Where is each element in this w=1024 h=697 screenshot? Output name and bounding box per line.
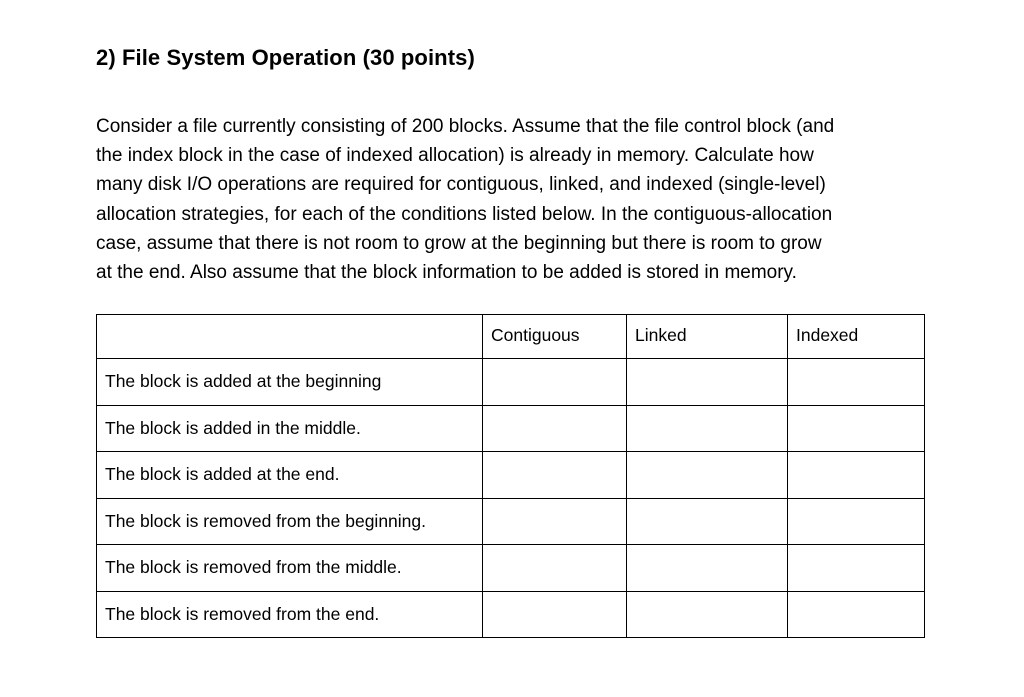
- question-text-line: allocation strategies, for each of the conditions listed below. In the contiguous-allocation: [96, 203, 833, 225]
- table-row: [97, 545, 925, 592]
- allocation-table: [96, 314, 925, 638]
- question-text-line: case, assume that there is not room to grow at the beginning but there is room to grow: [96, 232, 822, 254]
- answer-cell-linked[interactable]: [627, 359, 788, 406]
- answer-cell-linked[interactable]: [627, 452, 788, 499]
- condition-cell: The block is removed from the end.: [97, 591, 483, 638]
- answer-cell-linked[interactable]: [627, 591, 788, 638]
- condition-cell: The block is removed from the middle.: [97, 545, 483, 592]
- condition-cell: The block is added in the middle.: [97, 405, 483, 452]
- answer-cell-indexed[interactable]: [788, 545, 925, 592]
- condition-cell: The block is removed from the beginning.: [97, 498, 483, 545]
- question-text-line: Consider a file currently consisting of 200 blocks. Assume that the file control block (and: [96, 116, 835, 137]
- question-text: [96, 112, 956, 287]
- answer-cell-contiguous[interactable]: [483, 452, 627, 499]
- table-row: [97, 591, 925, 638]
- table-row: [97, 452, 925, 499]
- question-text-line: many disk I/O operations are required for contiguous, linked, and indexed (single-level): [96, 174, 826, 196]
- answer-cell-indexed[interactable]: [788, 405, 925, 452]
- answer-cell-linked[interactable]: [627, 405, 788, 452]
- question-text-line: at the end. Also assume that the block information to be added is stored in memory.: [96, 262, 797, 284]
- answer-cell-linked[interactable]: [627, 498, 788, 545]
- header-cell-linked: Linked: [627, 315, 788, 359]
- table-row: [97, 359, 925, 406]
- question-text-line: the index block in the case of indexed allocation) is already in memory. Calculate how: [96, 145, 814, 167]
- table-row: [97, 498, 925, 545]
- table-header-row: [97, 315, 925, 359]
- question-heading: 2) File System Operation (30 points): [96, 45, 475, 70]
- answer-cell-contiguous[interactable]: [483, 498, 627, 545]
- answer-cell-indexed[interactable]: [788, 452, 925, 499]
- answer-cell-contiguous[interactable]: [483, 405, 627, 452]
- condition-cell: The block is added at the beginning: [97, 359, 483, 406]
- table-row: [97, 405, 925, 452]
- answer-cell-linked[interactable]: [627, 545, 788, 592]
- condition-cell: The block is added at the end.: [97, 452, 483, 499]
- answer-cell-indexed[interactable]: [788, 498, 925, 545]
- answer-cell-contiguous[interactable]: [483, 545, 627, 592]
- header-cell-condition: [97, 315, 483, 359]
- answer-cell-indexed[interactable]: [788, 359, 925, 406]
- header-cell-contiguous: Contiguous: [483, 315, 627, 359]
- answer-cell-contiguous[interactable]: [483, 359, 627, 406]
- answer-cell-indexed[interactable]: [788, 591, 925, 638]
- answer-cell-contiguous[interactable]: [483, 591, 627, 638]
- header-cell-indexed: Indexed: [788, 315, 925, 359]
